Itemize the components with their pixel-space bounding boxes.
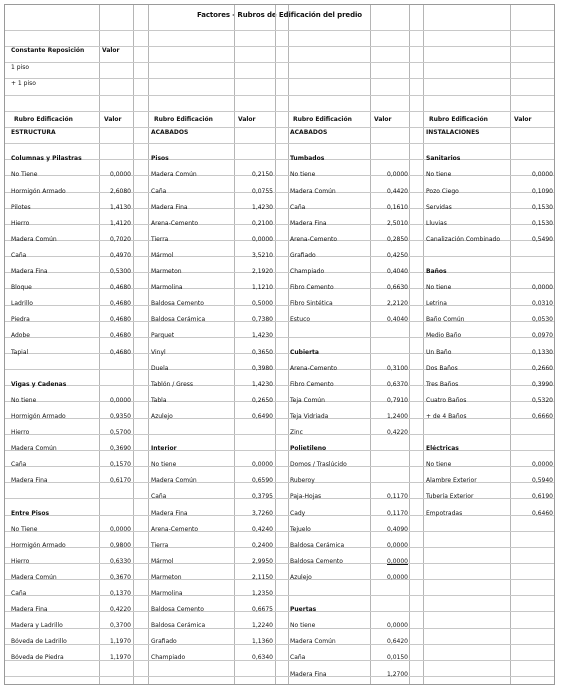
item-label: Parquet bbox=[151, 332, 175, 340]
item-label: Champiado bbox=[151, 654, 186, 662]
item-label: Marmeton bbox=[151, 573, 182, 581]
item-label: Arena-Cemento bbox=[290, 364, 338, 372]
item-value: 0,0000 bbox=[110, 396, 131, 404]
item-value: 0,0000 bbox=[532, 461, 553, 469]
item-label: Cuatro Baños bbox=[426, 396, 467, 404]
item-label: Madera Común bbox=[151, 477, 197, 485]
item-value: 1,1360 bbox=[252, 638, 273, 646]
item-label: Madera Fina bbox=[11, 606, 48, 614]
item-value: 1,4130 bbox=[110, 203, 131, 211]
item-value: 0,4040 bbox=[387, 316, 408, 324]
item-label: Fibro Cemento bbox=[290, 284, 334, 292]
item-label: Arena-Cemento bbox=[151, 525, 199, 533]
item-value: 0,4680 bbox=[110, 332, 131, 340]
item-label: Ruberoy bbox=[290, 477, 315, 485]
item-label: Zinc bbox=[290, 429, 303, 436]
item-value: 0,0530 bbox=[532, 316, 553, 324]
item-value: 0,1530 bbox=[532, 219, 553, 227]
item-label: Tapial bbox=[11, 348, 29, 356]
item-label: Marmeton bbox=[151, 268, 182, 275]
item-value: 0,2400 bbox=[252, 541, 273, 549]
section-title: Entre Pisos bbox=[11, 509, 50, 517]
column-category: INSTALACIONES bbox=[426, 129, 480, 136]
column-header-value: Valor bbox=[104, 116, 122, 123]
item-value: 0,0000 bbox=[387, 171, 408, 179]
item-label: Baldosa Cemento bbox=[290, 557, 343, 565]
item-value: 2,5010 bbox=[387, 219, 408, 227]
row-divider bbox=[5, 30, 554, 31]
item-label: Baldosa Cerámica bbox=[290, 541, 345, 549]
item-value: 0,1330 bbox=[532, 348, 553, 356]
item-label: Marmolina bbox=[151, 284, 183, 292]
column-divider bbox=[275, 5, 276, 684]
item-label: Baldosa Cerámica bbox=[151, 622, 206, 630]
item-value: 0,0000 bbox=[252, 235, 273, 243]
item-label: Domos / Traslúcido bbox=[290, 461, 347, 469]
item-value: 0,6370 bbox=[387, 380, 408, 388]
item-label: Azulejo bbox=[290, 573, 312, 581]
item-value: 0,0000 bbox=[532, 171, 553, 179]
item-value: 0,0310 bbox=[532, 300, 553, 308]
item-value: 0,4970 bbox=[110, 251, 131, 259]
item-value: 0,5940 bbox=[532, 477, 553, 485]
item-label: Baldosa Cemento bbox=[151, 300, 204, 308]
item-value: 0,9800 bbox=[110, 541, 131, 549]
item-value: 0,6170 bbox=[110, 477, 131, 485]
item-label: Empotradas bbox=[426, 509, 463, 517]
item-value: 0,6660 bbox=[532, 412, 553, 420]
item-value: 0,6460 bbox=[532, 509, 553, 517]
item-label: Madera Común bbox=[290, 187, 336, 195]
item-value: 0,0000 bbox=[387, 557, 408, 565]
item-label: Hierro bbox=[11, 429, 30, 436]
item-value: 0,5490 bbox=[532, 235, 553, 243]
constante-row-label: + 1 piso bbox=[11, 80, 36, 87]
item-label: Tierra bbox=[151, 235, 169, 243]
item-label: No tiene bbox=[11, 396, 37, 404]
row-divider bbox=[5, 676, 554, 677]
item-value: 2,1920 bbox=[252, 268, 273, 275]
item-value: 0,2650 bbox=[252, 396, 273, 404]
item-value: 0,1570 bbox=[110, 461, 131, 469]
item-value: 0,6190 bbox=[532, 493, 553, 501]
item-label: Tubería Exterior bbox=[426, 493, 474, 501]
item-label: No tiene bbox=[426, 461, 452, 469]
item-label: Teja Común bbox=[290, 396, 325, 404]
item-label: No tiene bbox=[426, 284, 452, 292]
item-value: 1,4230 bbox=[252, 380, 273, 388]
section-title: Baños bbox=[426, 268, 447, 275]
item-value: 0,6490 bbox=[252, 412, 273, 420]
column-divider bbox=[133, 5, 134, 684]
item-value: 0,3980 bbox=[252, 364, 273, 372]
constante-row-label: 1 piso bbox=[11, 64, 29, 71]
item-label: Caña bbox=[290, 654, 306, 662]
item-label: Madera Fina bbox=[151, 509, 188, 517]
item-label: Madera Fina bbox=[11, 477, 48, 485]
item-label: Madera Común bbox=[11, 445, 57, 453]
item-value: 2,6080 bbox=[110, 187, 131, 195]
item-value: 0,4680 bbox=[110, 348, 131, 356]
item-label: Tres Baños bbox=[426, 380, 459, 388]
item-label: Caña bbox=[11, 590, 27, 597]
item-label: No Tiene bbox=[11, 525, 38, 533]
item-value: 0,6630 bbox=[387, 284, 408, 292]
item-label: Duela bbox=[151, 364, 169, 372]
item-value: 3,7260 bbox=[252, 509, 273, 517]
item-value: 0,5300 bbox=[110, 268, 131, 275]
item-value: 0,1090 bbox=[532, 187, 553, 195]
item-value: 1,4230 bbox=[252, 332, 273, 340]
item-value: 0,1170 bbox=[387, 509, 408, 517]
item-label: Hormigón Armado bbox=[11, 187, 66, 195]
item-value: 1,1210 bbox=[252, 284, 273, 292]
item-label: Caña bbox=[11, 251, 27, 259]
item-label: Madera Común bbox=[290, 638, 336, 646]
item-label: Hormigón Armado bbox=[11, 541, 66, 549]
item-label: Madera y Ladrillo bbox=[11, 622, 63, 630]
section-title: Cubierta bbox=[290, 348, 319, 356]
item-value: 1,2240 bbox=[252, 622, 273, 630]
item-label: No tiene bbox=[290, 171, 316, 179]
item-label: No tiene bbox=[290, 622, 316, 630]
item-value: 0,1370 bbox=[110, 590, 131, 597]
item-label: Cady bbox=[290, 509, 306, 517]
item-label: Grafiado bbox=[151, 638, 177, 646]
item-label: Champiado bbox=[290, 268, 325, 275]
constante-header-value: Valor bbox=[102, 47, 120, 54]
column-header-label: Rubro Edificación bbox=[293, 116, 352, 123]
item-value: 0,2660 bbox=[532, 364, 553, 372]
item-label: Alambre Exterior bbox=[426, 477, 477, 485]
column-divider bbox=[99, 5, 100, 684]
item-label: + de 4 Baños bbox=[426, 412, 467, 420]
section-title: Tumbados bbox=[290, 155, 325, 163]
item-label: Lluvias bbox=[426, 219, 447, 227]
item-value: 0,3100 bbox=[387, 364, 408, 372]
item-value: 0,6675 bbox=[252, 606, 273, 614]
column-divider bbox=[370, 5, 371, 684]
item-value: 0,4680 bbox=[110, 300, 131, 308]
item-value: 0,5320 bbox=[532, 396, 553, 404]
item-label: Caña bbox=[290, 203, 306, 211]
item-label: Madera Fina bbox=[151, 203, 188, 211]
spreadsheet bbox=[4, 4, 555, 685]
item-value: 3,5210 bbox=[252, 251, 273, 259]
item-label: No Tiene bbox=[11, 171, 38, 179]
item-value: 0,3690 bbox=[110, 445, 131, 453]
item-value: 0,4220 bbox=[110, 606, 131, 614]
row-divider bbox=[5, 143, 554, 144]
item-label: Madera Común bbox=[151, 171, 197, 179]
item-label: Vinyl bbox=[151, 348, 166, 356]
item-value: 0,0000 bbox=[110, 171, 131, 179]
item-value: 2,9950 bbox=[252, 557, 273, 565]
item-value: 0,6340 bbox=[252, 654, 273, 662]
item-value: 0,4420 bbox=[387, 187, 408, 195]
item-value: 0,0970 bbox=[532, 332, 553, 340]
section-title: Columnas y Pilastras bbox=[11, 155, 82, 163]
item-label: Tabla bbox=[151, 396, 167, 404]
item-label: Bóveda de Piedra bbox=[11, 654, 64, 662]
item-value: 2,1150 bbox=[252, 573, 273, 581]
column-category: ACABADOS bbox=[290, 129, 328, 136]
item-label: Medio Baño bbox=[426, 332, 462, 340]
item-label: Letrina bbox=[426, 300, 447, 308]
item-label: Hierro bbox=[11, 219, 30, 227]
item-value: 0,0000 bbox=[110, 525, 131, 533]
item-label: Madera Fina bbox=[290, 219, 327, 227]
column-divider bbox=[423, 5, 424, 684]
item-label: Hierro bbox=[11, 557, 30, 565]
item-value: 1,2350 bbox=[252, 590, 273, 597]
item-value: 0,3650 bbox=[252, 348, 273, 356]
section-title: Interior bbox=[151, 445, 177, 453]
section-title: Puertas bbox=[290, 606, 317, 614]
column-header-label: Rubro Edificación bbox=[14, 116, 73, 123]
item-value: 1,1970 bbox=[110, 654, 131, 662]
item-value: 1,4230 bbox=[252, 203, 273, 211]
item-value: 0,6330 bbox=[110, 557, 131, 565]
column-header-value: Valor bbox=[514, 116, 532, 123]
item-label: Madera Común bbox=[11, 573, 57, 581]
item-label: Ladrillo bbox=[11, 300, 33, 308]
item-value: 0,4090 bbox=[387, 525, 408, 533]
item-value: 1,1970 bbox=[110, 638, 131, 646]
section-title: Pisos bbox=[151, 155, 169, 163]
section-title: Sanitarios bbox=[426, 155, 461, 163]
column-category: ACABADOS bbox=[151, 129, 189, 136]
item-label: Bóveda de Ladrillo bbox=[11, 638, 67, 646]
item-value: 0,5700 bbox=[110, 429, 131, 436]
sheet-title: Factores - Rubros de Edificación del predio bbox=[196, 11, 362, 19]
section-title: Vigas y Cadenas bbox=[11, 380, 67, 388]
item-label: Mármol bbox=[151, 251, 174, 259]
item-label: Baño Común bbox=[426, 316, 465, 324]
item-value: 0,0000 bbox=[387, 622, 408, 630]
column-header-label: Rubro Edificación bbox=[154, 116, 213, 123]
item-label: Pilotes bbox=[11, 203, 31, 211]
item-value: 0,3670 bbox=[110, 573, 131, 581]
item-label: Madera Fina bbox=[290, 670, 327, 678]
item-label: Caña bbox=[11, 461, 27, 469]
item-label: Hormigón Armado bbox=[11, 412, 66, 420]
item-label: Paja-Hojas bbox=[290, 493, 322, 501]
item-value: 0,0000 bbox=[387, 573, 408, 581]
item-label: Baldosa Cerámica bbox=[151, 316, 206, 324]
row-divider bbox=[5, 95, 554, 96]
item-value: 0,6420 bbox=[387, 638, 408, 646]
column-divider bbox=[288, 5, 289, 684]
item-value: 0,0000 bbox=[252, 461, 273, 469]
item-label: Teja Vidriada bbox=[290, 412, 329, 420]
item-value: 0,4040 bbox=[387, 268, 408, 275]
item-value: 0,3700 bbox=[110, 622, 131, 630]
item-label: Arena-Cemento bbox=[151, 219, 199, 227]
item-label: Madera Fina bbox=[11, 268, 48, 275]
item-value: 1,2700 bbox=[387, 670, 408, 678]
item-label: Fibro Sintética bbox=[290, 300, 333, 308]
item-label: Tejuelo bbox=[290, 525, 311, 533]
item-value: 0,4250 bbox=[387, 251, 408, 259]
item-value: 0,0755 bbox=[252, 187, 273, 195]
column-divider bbox=[234, 5, 235, 684]
item-label: Estuco bbox=[290, 316, 311, 324]
item-label: Bloque bbox=[11, 284, 32, 292]
item-value: 0,4680 bbox=[110, 284, 131, 292]
item-value: 0,6590 bbox=[252, 477, 273, 485]
column-header-label: Rubro Edificación bbox=[429, 116, 488, 123]
item-value: 0,2850 bbox=[387, 235, 408, 243]
item-label: No tiene bbox=[151, 461, 177, 469]
item-value: 0,0000 bbox=[532, 284, 553, 292]
item-value: 1,4120 bbox=[110, 219, 131, 227]
item-value: 0,9350 bbox=[110, 412, 131, 420]
column-header-value: Valor bbox=[238, 116, 256, 123]
column-header-value: Valor bbox=[374, 116, 392, 123]
item-label: Arena-Cemento bbox=[290, 235, 338, 243]
item-label: No tiene bbox=[426, 171, 452, 179]
item-label: Tablón / Gress bbox=[151, 380, 194, 388]
item-value: 0,3990 bbox=[532, 380, 553, 388]
item-label: Grafiado bbox=[290, 251, 316, 259]
row-divider bbox=[5, 111, 554, 112]
item-value: 0,1530 bbox=[532, 203, 553, 211]
item-value: 0,7910 bbox=[387, 396, 408, 404]
column-divider bbox=[148, 5, 149, 684]
item-label: Baldosa Cemento bbox=[151, 606, 204, 614]
item-value: 1,2400 bbox=[387, 412, 408, 420]
item-value: 0,1610 bbox=[387, 203, 408, 211]
item-label: Un Baño bbox=[426, 348, 452, 356]
item-label: Servidas bbox=[426, 203, 452, 211]
item-label: Caña bbox=[151, 493, 167, 501]
item-value: 2,2120 bbox=[387, 300, 408, 308]
constante-header-label: Constante Reposición bbox=[11, 47, 85, 54]
item-value: 0,4240 bbox=[252, 525, 273, 533]
item-value: 0,4680 bbox=[110, 316, 131, 324]
item-value: 0,3795 bbox=[252, 493, 273, 501]
item-value: 0,4220 bbox=[387, 429, 408, 436]
item-value: 0,5000 bbox=[252, 300, 273, 308]
column-divider bbox=[409, 5, 410, 684]
item-value: 0,2150 bbox=[252, 171, 273, 179]
item-label: Caña bbox=[151, 187, 167, 195]
column-divider bbox=[510, 5, 511, 684]
item-label: Adobe bbox=[11, 332, 30, 340]
item-value: 0,7380 bbox=[252, 316, 273, 324]
item-label: Fibro Cemento bbox=[290, 380, 334, 388]
item-label: Dos Baños bbox=[426, 364, 458, 372]
item-value: 0,2100 bbox=[252, 219, 273, 227]
item-value: 0,1170 bbox=[387, 493, 408, 501]
row-divider bbox=[5, 127, 554, 128]
section-title: Eléctricas bbox=[426, 445, 459, 453]
item-label: Tierra bbox=[151, 541, 169, 549]
column-category: ESTRUCTURA bbox=[11, 129, 56, 136]
item-label: Madera Común bbox=[11, 235, 57, 243]
item-label: Canalización Combinado bbox=[426, 235, 500, 243]
item-value: 0,0150 bbox=[387, 654, 408, 662]
item-label: Marmolina bbox=[151, 590, 183, 597]
item-value: 0,0000 bbox=[387, 541, 408, 549]
section-title: Polietileno bbox=[290, 445, 327, 453]
item-label: Piedra bbox=[11, 316, 30, 324]
item-label: Mármol bbox=[151, 557, 174, 565]
item-label: Pozo Ciego bbox=[426, 187, 459, 195]
item-label: Azulejo bbox=[151, 412, 173, 420]
item-value: 0,7020 bbox=[110, 235, 131, 243]
